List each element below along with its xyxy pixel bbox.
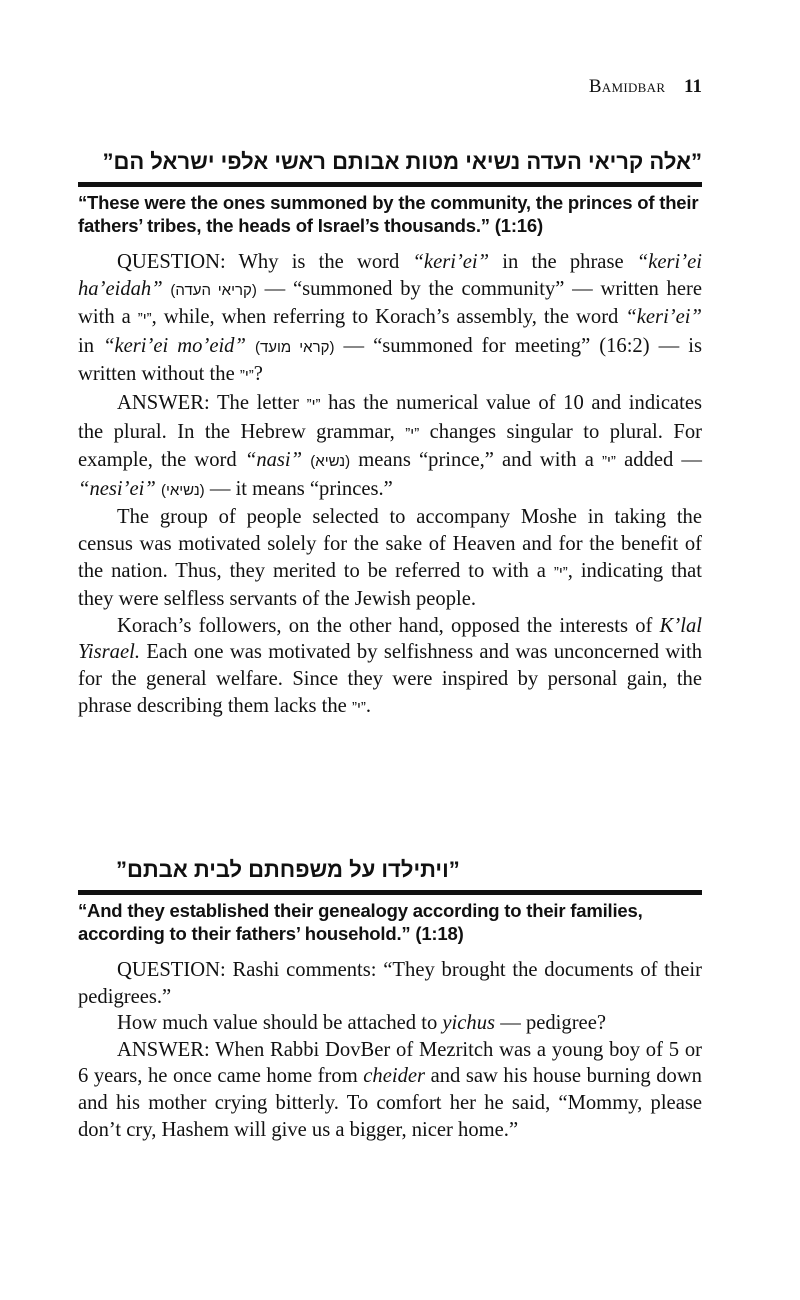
- commentary-body: [78, 957, 702, 1143]
- body-paragraph: The group of people selected to accompany Moshe in taking the census was motivated solely for the sake of Heaven and for the benefit of the nation. Thus, they merited to be referred to with a ”י”, indicating that they were selfless servants of the Jewish people.: [78, 506, 702, 611]
- answer-paragraph: ANSWER: When Rabbi DovBer of Mezritch was a young boy of 5 or 6 years, he once came home from cheider and saw his house burning down and his mother crying bitterly. To comfort her he said, “Mommy, please don’t cry, Hashem will give us a bigger, nicer home.”: [78, 1038, 702, 1141]
- english-verse-heading: “And they established their genealogy according to their families, according to their fathers’ household.” (1:18): [78, 900, 643, 944]
- heading-rule: [78, 182, 702, 187]
- running-head: [589, 76, 702, 98]
- hebrew-verse-heading: [78, 856, 702, 886]
- body-paragraph: Korach’s followers, on the other hand, opposed the interests of K’lal Yisrael. Each one was motivated by selfishness and was unconcerned with for the general welfare. Since they were inspired by personal gain, the phrase describing them lacks the ”י”.: [78, 614, 702, 717]
- question-paragraph: QUESTION: Rashi comments: “They brought the documents of their pedigrees.”: [78, 959, 702, 1008]
- page-number: 11: [684, 76, 702, 97]
- book-title: Bamidbar: [588, 76, 666, 97]
- section-1-18: [78, 856, 702, 1143]
- answer-paragraph: ANSWER: The letter ”י” has the numerical value of 10 and indicates the plural. In the Hebrew grammar, ”י” changes singular to plural. For example, the word “nasi” (נשיא) means “prince,” and with a ”י” added — “nesi’ei” (נשיאי) — it means “princes.”: [78, 391, 703, 500]
- body-paragraph: How much value should be attached to yichus — pedigree?: [117, 1012, 606, 1035]
- english-verse-heading: “These were the ones summoned by the community, the princes of their fathers’ tribes, the heads of Israel’s thousands.” (1:16): [78, 192, 699, 236]
- section-1-16: [78, 148, 702, 721]
- hebrew-verse-text: ”ויתילדו על משפחתם לבית אבתם”: [116, 857, 460, 882]
- hebrew-verse-heading: [78, 148, 702, 178]
- heading-rule: [78, 890, 702, 895]
- commentary-body: [78, 249, 702, 721]
- question-paragraph: QUESTION: Why is the word “keri’ei” in the phrase “keri’ei ha’eidah” (קריאי העדה) — “summoned by the community” — written here with a ”י”, while, when referring to Korach’s assembly, the word “keri’ei” in “keri’ei mo’eid” (קראי מועד) — “summoned for meeting” (16:2) — is written without the ”י”?: [78, 251, 702, 386]
- hebrew-verse-text: ”אלה קריאי העדה נשיאי מטות אבותם ראשי אלפי ישראל הם”: [102, 149, 702, 174]
